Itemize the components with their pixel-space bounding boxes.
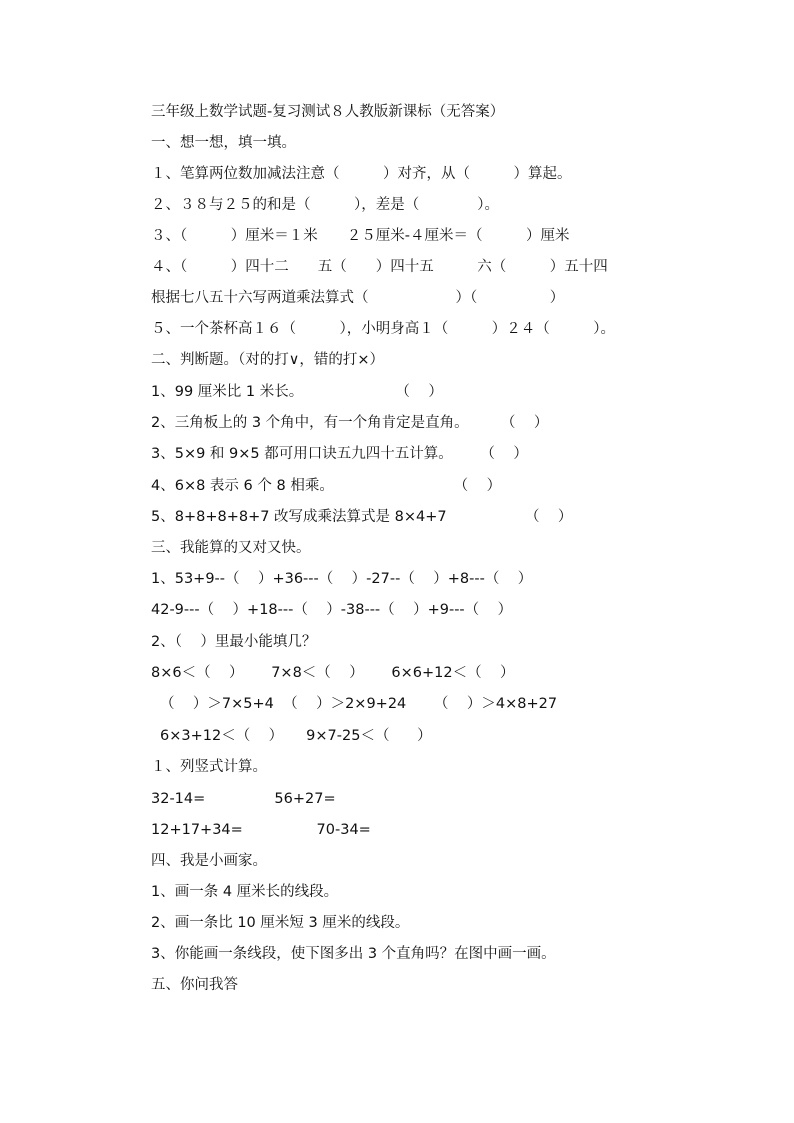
question-line: 6×3+12＜（ ） 9×7-25＜（ ） bbox=[160, 728, 432, 744]
question-line: 1、53+9--（ ）+36---（ ）-27--（ ）+8---（ ） bbox=[151, 571, 533, 587]
section-heading-calculate: 三、我能算的又对又快。 bbox=[151, 540, 311, 556]
question-line: 根据七八五十六写两道乘法算式（ ）（ ） bbox=[151, 290, 565, 306]
question-line: 2、（ ）里最小能填几？ bbox=[151, 634, 317, 650]
document-title: 三年级上数学试题-复习测试８人教版新课标（无答案） bbox=[151, 104, 505, 120]
question-line: 3、5×9 和 9×5 都可用口诀五九四十五计算。 （ ） bbox=[151, 446, 528, 462]
question-line: 2、画一条比 10 厘米短 3 厘米的线段。 bbox=[151, 915, 410, 931]
question-line: ５、一个茶杯高１６（ ），小明身高１（ ）２４（ ）。 bbox=[151, 321, 615, 337]
question-line: ３、（ ）厘米＝１米 ２５厘米-４厘米＝（ ）厘米 bbox=[151, 228, 570, 244]
question-line: 12+17+34= 70-34= bbox=[151, 822, 371, 838]
question-line: 1、99 厘米比 1 米长。 （ ） bbox=[151, 384, 443, 400]
section-heading-fill-blanks: 一、想一想，填一填。 bbox=[151, 135, 296, 151]
question-line: 2、三角板上的 3 个角中，有一个角肯定是直角。 （ ） bbox=[151, 415, 549, 431]
question-line: １、列竖式计算。 bbox=[151, 759, 267, 775]
section-heading-qa: 五、你问我答 bbox=[151, 977, 238, 993]
question-line: ２、３８与２５的和是（ ），差是（ ）。 bbox=[151, 197, 499, 213]
question-line: 3、你能画一条线段，使下图多出 3 个直角吗？在图中画一画。 bbox=[151, 946, 556, 962]
question-line: １、笔算两位数加减法注意（ ）对齐，从（ ）算起。 bbox=[151, 166, 572, 182]
question-line: 5、8+8+8+8+7 改写成乘法算式是 8×4+7 （ ） bbox=[151, 509, 573, 525]
question-line: （ ）＞7×5+4 （ ）＞2×9+24 （ ）＞4×8+27 bbox=[160, 696, 558, 712]
question-line: ４、（ ）四十二 五（ ）四十五 六（ ）五十四 bbox=[151, 259, 608, 275]
question-line: 1、画一条 4 厘米长的线段。 bbox=[151, 884, 339, 900]
question-line: 32-14= 56+27= bbox=[151, 791, 336, 807]
section-heading-drawing: 四、我是小画家。 bbox=[151, 853, 267, 869]
question-line: 42-9---（ ）+18---（ ）-38---（ ）+9---（ ） bbox=[151, 602, 513, 618]
section-heading-judgement: 二、判断题。（对的打∨，错的打×） bbox=[151, 352, 385, 368]
question-line: 4、6×8 表示 6 个 8 相乘。 （ ） bbox=[151, 478, 502, 494]
question-line: 8×6＜（ ） 7×8＜（ ） 6×6+12＜（ ） bbox=[151, 665, 515, 681]
